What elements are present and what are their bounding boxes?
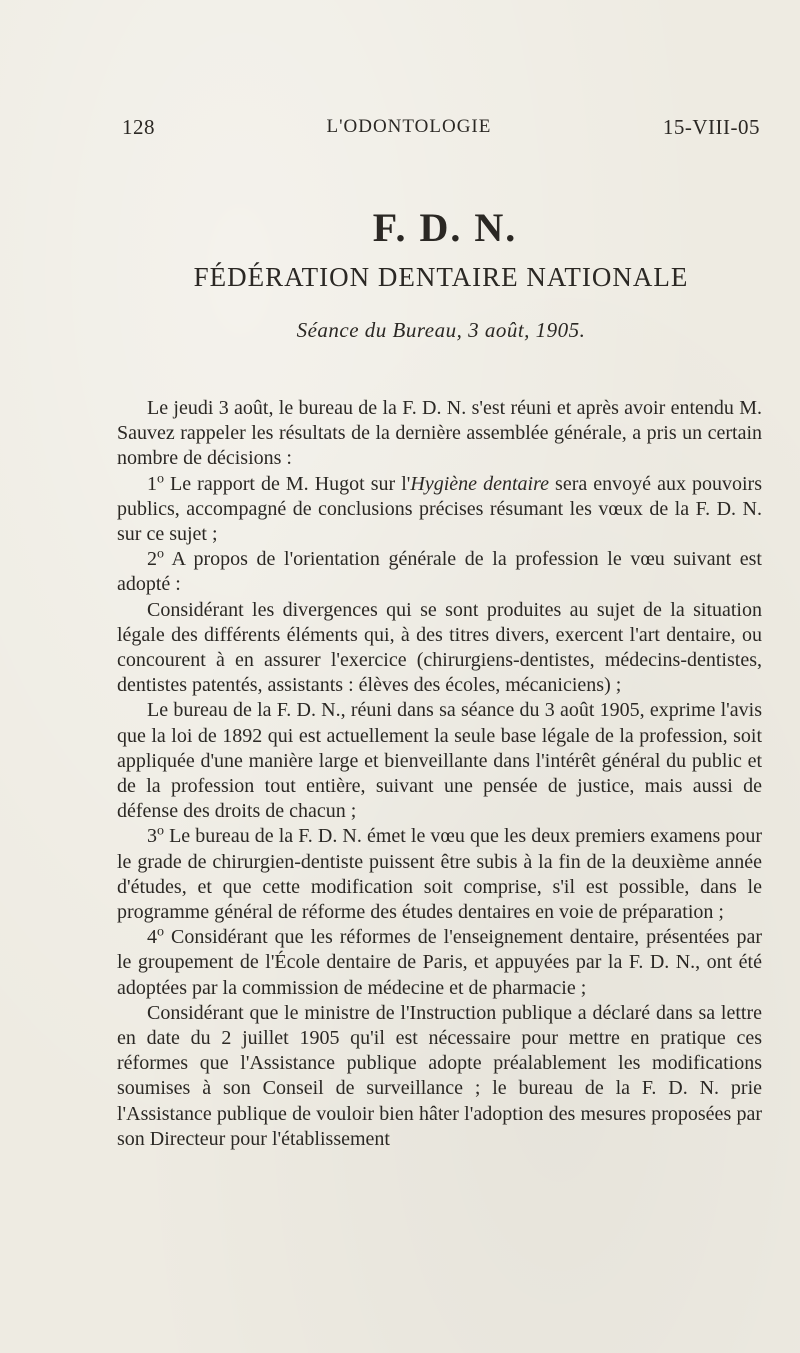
decision-number: 4 [147, 926, 157, 949]
article-title-abbrev: F. D. N. [372, 205, 518, 250]
issue-date: 15-VIII-05 [662, 114, 760, 139]
journal-title: L'ODONTOLOGIE [326, 116, 492, 137]
page-number: 128 [122, 114, 155, 139]
paragraph-decision-3 [117, 824, 762, 925]
decision-text: A propos de l'orientation générale de la profession le vœu suivant est adopté : [117, 548, 762, 596]
ordinal-mark: o [157, 546, 164, 562]
article-body [117, 396, 762, 1152]
running-header [122, 112, 760, 142]
decision-number: 1 [147, 472, 157, 495]
decision-text-start: Le rapport de M. Hugot sur l' [164, 472, 411, 495]
paragraph-decision-1 [117, 472, 762, 548]
decision-number: 2 [147, 548, 157, 571]
ordinal-mark: o [157, 924, 164, 940]
paragraph-bureau-opinion: Le bureau de la F. D. N., réuni dans sa séance du 3 août 1905, exprime l'avis que la loi de 1892 qui est actuellement la seule base légale de la profession, soit appliquée d'une manière large et bienveillante dans l'intérêt général du public et de la profession tout entière, suivant une pensée de justice, mais aussi de défense des droits de chacun ; [117, 699, 762, 823]
paragraph-decision-4 [117, 925, 762, 1001]
decision-number: 3 [147, 825, 157, 848]
decision-text: Le bureau de la F. D. N. émet le vœu que les deux premiers examens pour le grade de chirurgien-dentiste puissent être subis à la fin de la deuxième année d'études, et que cette modification soit comprise, s'il est possible, dans le programme général de réforme des études dentaires en voie de préparation ; [117, 825, 762, 924]
report-title: Hygiène dentaire [410, 472, 549, 495]
paragraph-considerant-2: Considérant que le ministre de l'Instruction publique a déclaré dans sa lettre en date du 2 juillet 1905 qu'il est nécessaire pour mettre en pratique ces réformes que l'Assistance publique adopte préalablement les modifications soumises à son Conseil de surveillance ; le bureau de la F. D. N. prie l'Assistance publique de vouloir bien hâter l'adoption des mesures proposées par son Directeur pour l'établissement [117, 1001, 762, 1150]
article-title-full: FÉDÉRATION DENTAIRE NATIONALE [193, 262, 689, 292]
ordinal-mark: o [157, 823, 164, 839]
paragraph-intro: Le jeudi 3 août, le bureau de la F. D. N. s'est réuni et après avoir entendu M. Sauvez rappeler les résultats de la dernière assemblée générale, a pris un certain nombre de décisions : [117, 397, 762, 470]
paragraph-decision-2 [117, 547, 762, 597]
decision-text: Considérant que les réformes de l'enseignement dentaire, présentées par le groupement de l'École dentaire de Paris, et appuyées par la F. D. N., ont été adoptées par la commission de médecine et de pharmacie ; [117, 926, 762, 999]
paragraph-considerant-1: Considérant les divergences qui se sont produites au sujet de la situation légale des différents éléments qui, à des titres divers, exercent l'art dentaire, ou concourent à en assurer l'exercice (chirurgiens-dentistes, médecins-dentistes, dentistes patentés, assistants : élèves des écoles, mécaniciens) ; [117, 598, 762, 697]
session-subtitle: Séance du Bureau, 3 août, 1905. [296, 318, 586, 342]
ordinal-mark: o [157, 470, 164, 486]
decision-text-end: sera envoyé aux pouvoirs publics, accompagné de conclusions précises résumant les vœux de la F. D. N. sur ce sujet ; [117, 472, 762, 546]
